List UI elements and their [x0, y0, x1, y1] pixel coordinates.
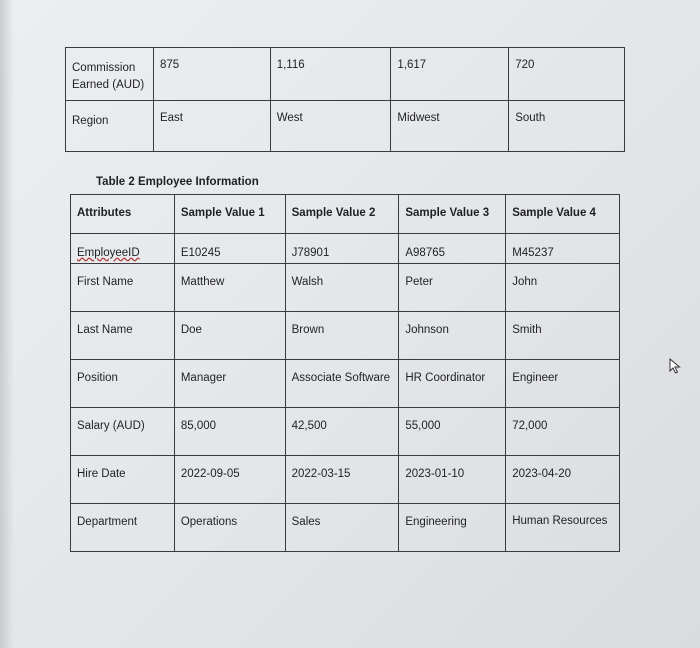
table-cell: [399, 408, 506, 456]
table-cell: [506, 504, 620, 552]
header-cell: [285, 195, 399, 234]
table-row: [66, 101, 625, 152]
cell-value: Sales: [291, 516, 321, 528]
table-cell: [506, 360, 620, 408]
mouse-pointer-icon: [668, 358, 682, 374]
table-cell: [399, 456, 506, 504]
table-row: [71, 264, 620, 312]
table-cell: [270, 48, 391, 101]
table-cell: [391, 101, 509, 152]
table-cell: [506, 408, 620, 456]
cell-value: West: [276, 112, 303, 124]
table-row: [71, 408, 620, 456]
table-cell: [285, 312, 399, 360]
table-cell: [399, 504, 506, 552]
cell-value: Engineer: [512, 372, 559, 384]
table-cell: [399, 264, 506, 312]
cell-value: 1,116: [276, 59, 305, 71]
header-label: Sample Value 1: [180, 207, 265, 219]
table-cell: [174, 234, 285, 264]
screen-edge: [0, 0, 14, 648]
table-cell: [506, 234, 620, 264]
cell-value: Operations: [180, 516, 238, 528]
header-label: Sample Value 3: [405, 207, 490, 219]
table-cell: [285, 234, 399, 264]
table-row: [71, 234, 620, 264]
cell-value: 875: [159, 59, 180, 71]
table-row: [71, 360, 620, 408]
header-label: Sample Value 2: [291, 207, 376, 219]
row-label-cell: [66, 101, 154, 152]
cell-value: East: [159, 112, 183, 124]
header-cell: [174, 195, 285, 234]
header-label: Sample Value 4: [512, 207, 596, 219]
cell-value: 720: [515, 59, 535, 71]
row-label-cell: [66, 48, 154, 101]
row-label-cell: [71, 312, 175, 360]
cell-value: Manager: [180, 372, 227, 384]
cell-value: A98765: [405, 247, 446, 259]
table-cell: [285, 408, 399, 456]
cell-value: South: [515, 112, 546, 124]
cell-value: 55,000: [405, 420, 441, 432]
table-cell: [285, 360, 399, 408]
table-cell: [391, 48, 509, 101]
row-label: Commission Earned (AUD): [72, 62, 145, 91]
table-cell: [506, 312, 620, 360]
table-header-row: [71, 195, 620, 234]
cell-value: John: [512, 276, 538, 288]
cell-value: Peter: [405, 276, 433, 288]
table-cell: [399, 234, 506, 264]
cell-value: 2023-04-20: [512, 468, 572, 480]
cell-value: 42,500: [291, 420, 327, 432]
table-cell: [174, 504, 285, 552]
cell-value: 72,000: [512, 420, 548, 432]
table-row: [66, 48, 625, 101]
cell-value: Associate Software: [291, 372, 391, 384]
row-label: Last Name: [77, 324, 133, 336]
commission-table: [65, 47, 625, 152]
header-cell: [506, 195, 620, 234]
cell-value: 2022-03-15: [291, 468, 351, 480]
table-cell: [399, 312, 506, 360]
table-cell: [174, 456, 285, 504]
cell-value: Smith: [512, 324, 542, 336]
row-label: Salary (AUD): [77, 420, 145, 432]
table-cell: [399, 360, 506, 408]
cell-value: Doe: [180, 324, 202, 336]
row-label: Department: [77, 516, 138, 528]
cell-value: Matthew: [180, 276, 225, 288]
row-label: Region: [72, 115, 109, 127]
table-caption: Table 2 Employee Information: [96, 176, 259, 188]
employee-info-table: [70, 194, 620, 552]
row-label: Hire Date: [77, 468, 126, 480]
cell-value: Johnson: [405, 324, 449, 336]
table-cell: [506, 456, 620, 504]
table-cell: [285, 264, 399, 312]
row-label: Position: [77, 372, 118, 384]
header-label: Attributes: [77, 207, 132, 219]
cell-value: 2022-09-05: [180, 468, 240, 480]
cell-value: E10245: [180, 247, 221, 259]
cell-value: Midwest: [397, 112, 440, 124]
cell-value: 1,617: [397, 59, 427, 71]
row-label-cell: [71, 360, 175, 408]
table-cell: [153, 101, 270, 152]
cell-value: 2023-01-10: [405, 468, 465, 480]
cell-value: 85,000: [180, 420, 217, 432]
row-label-cell: [71, 234, 175, 264]
table-cell: [174, 408, 285, 456]
table-cell: [153, 48, 270, 101]
cell-value: J78901: [291, 247, 330, 259]
row-label-cell: [71, 504, 175, 552]
row-label-cell: [71, 264, 175, 312]
table-cell: [174, 264, 285, 312]
table-cell: [509, 48, 625, 101]
table-cell: [270, 101, 391, 152]
cell-value: M45237: [512, 247, 554, 259]
row-label: First Name: [77, 276, 134, 288]
table-row: [71, 312, 620, 360]
cell-value: Brown: [291, 324, 325, 336]
table-cell: [506, 264, 620, 312]
header-cell: [399, 195, 506, 234]
cell-value: Walsh: [291, 276, 324, 288]
table-row: [71, 504, 620, 552]
table-row: [71, 456, 620, 504]
cell-value: HR Coordinator: [405, 372, 486, 384]
table-cell: [174, 312, 285, 360]
header-cell: [71, 195, 175, 234]
table-cell: [174, 360, 285, 408]
table-cell: [285, 504, 399, 552]
row-label-cell: [71, 456, 175, 504]
table-cell: [285, 456, 399, 504]
cell-value: Human Resources: [512, 515, 608, 527]
cell-value: Engineering: [405, 516, 467, 528]
row-label: EmployeeID: [77, 247, 140, 259]
row-label-cell: [71, 408, 175, 456]
table-cell: [509, 101, 625, 152]
